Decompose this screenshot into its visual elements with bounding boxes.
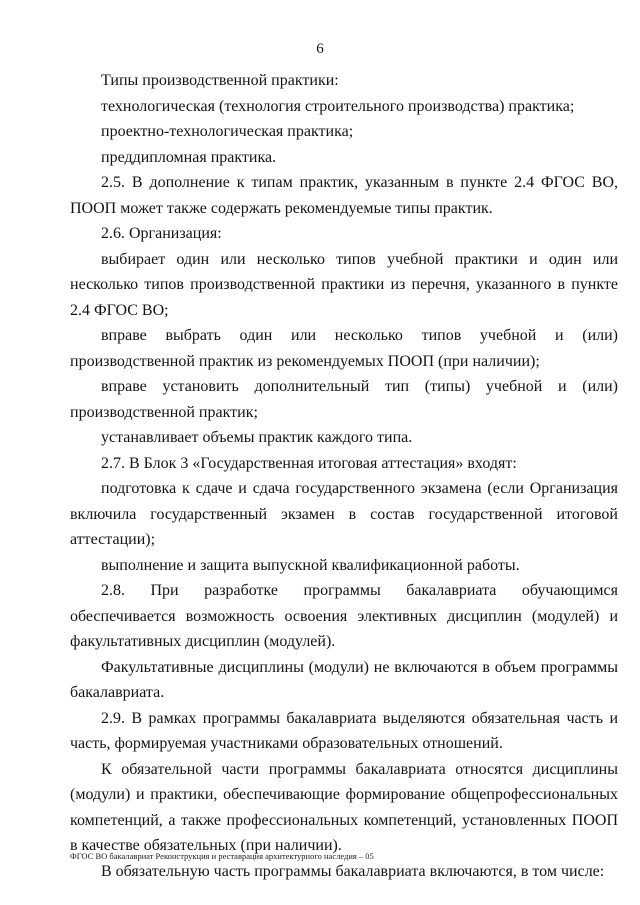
paragraph-2-5: 2.5. В дополнение к типам практик, указанным в пункте 2.4 ФГОС ВО, ПООП может также содержать рекомендуемые типы практик. (70, 174, 618, 217)
paragraph-2-6-heading: 2.6. Организация: (101, 225, 222, 242)
paragraph-design-technological-practice: проектно-технологическая практика; (101, 123, 354, 140)
paragraph-technological-practice: технологическая (технология строительного производства) практика; (101, 97, 575, 115)
paragraph-2-6-sets-volumes: устанавливает объемы практик каждого типа. (101, 429, 413, 446)
paragraph-2-6-may-establish: вправе установить дополнительный тип (типы) учебной и (или) производственной практик; (70, 378, 618, 421)
paragraph-2-7-exam: подготовка к сдаче и сдача государственного экзамена (если Организация включила государственный экзамен в состав государственной итоговой аттестации); (70, 480, 618, 548)
paragraph-practice-types-heading: Типы производственной практики: (101, 72, 339, 89)
paragraph-2-9-mandatory-part: К обязательной части программы бакалавриата относятся дисциплины (модули) и практики, обеспечивающие формирование общепрофессиональных компетенций, а также профессиональных компетенций, установленных ПООП в качестве обязательных (при наличии). (70, 760, 618, 854)
paragraph-pre-diploma-practice: преддипломная практика. (101, 148, 277, 166)
paragraph-2-7-thesis: выполнение и защита выпускной квалификационной работы. (101, 556, 520, 574)
page-footer: ФГОС ВО бакалавриат Реконструкция и реставрация архитектурного наследия – 05 (70, 851, 374, 861)
paragraph-2-9: 2.9. В рамках программы бакалавриата выделяются обязательная часть и часть, формируемая участниками образовательных отношений. (70, 709, 618, 752)
paragraph-2-6-may-choose: вправе выбрать один или несколько типов учебной и (или) производственной практик из рекомендуемых ПООП (при наличии); (70, 327, 618, 370)
page-number: 6 (316, 41, 324, 57)
paragraph-2-9-includes: В обязательную часть программы бакалавриата включаются, в том числе: (101, 862, 605, 880)
paragraph-2-6-selects: выбирает один или несколько типов учебной практики и один или несколько типов производственной практики из перечня, указанного в пункте 2.4 ФГОС ВО; (70, 250, 618, 319)
paragraph-2-8: 2.8. При разработке программы бакалавриата обучающимся обеспечивается возможность освоения элективных дисциплин (модулей) и факультативных дисциплин (модулей). (70, 582, 618, 650)
paragraph-2-8-optional: Факультативные дисциплины (модули) не включаются в объем программы бакалавриата. (70, 658, 618, 701)
document-body (70, 68, 618, 884)
paragraph-2-7-heading: 2.7. В Блок 3 «Государственная итоговая аттестация» входят: (101, 454, 517, 472)
